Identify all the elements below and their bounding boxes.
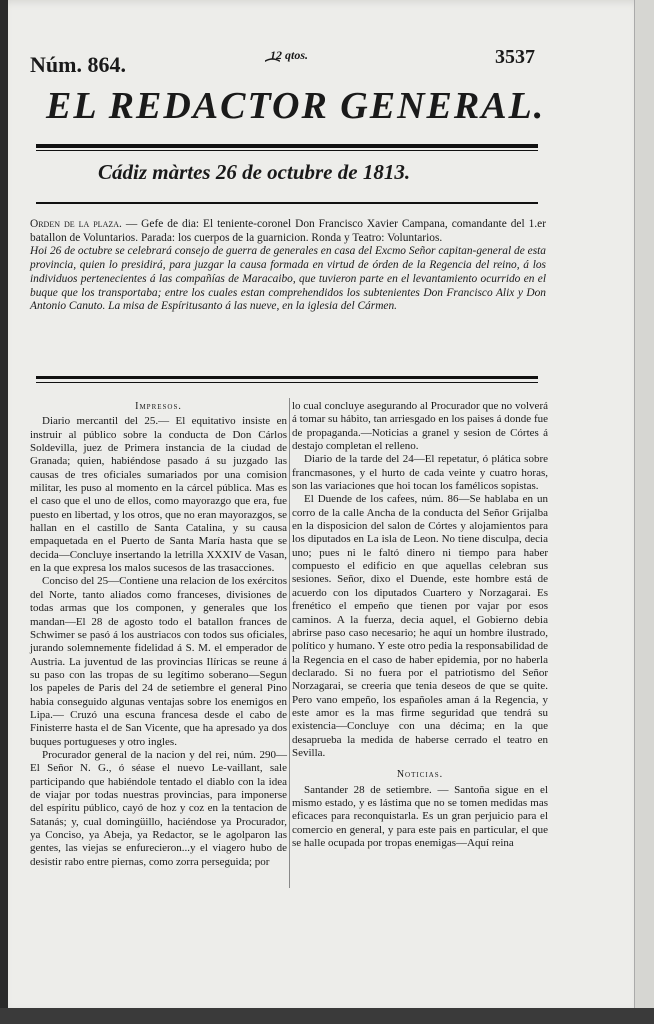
section-rule <box>36 376 538 379</box>
issue-number: Núm. 864. <box>30 52 126 77</box>
orden-de-la-plaza <box>30 218 546 314</box>
price: 12 qtos. <box>270 48 309 62</box>
left-column <box>30 400 287 869</box>
dateline: Cádiz màrtes 26 de octubre de 1813. <box>98 160 411 184</box>
article-diario-tarde: Diario de la tarde del 24—El repetatur, ó plática sobre francmasones, y el hurto de cada veinte y cuatro horas, son las variaciones que hoi tocan los famélicos sopistas. <box>292 453 548 493</box>
noticias-heading: Noticias. <box>396 769 444 781</box>
masthead-title: EL REDACTOR GENERAL. <box>46 85 546 127</box>
right-column <box>292 400 548 850</box>
masthead-rule-thin <box>36 150 538 151</box>
page-edge <box>634 0 654 1014</box>
page-number: 3537 <box>495 46 535 68</box>
masthead-rule <box>36 144 538 148</box>
article-duende: El Duende de los cafees, núm. 86—Se hablaba en un corro de la calle Ancha de la conducta del Señor Grijalba en la disposicion del salon de Córtes y alojamientos para los diputados en La isla de Leon. No tiene disculpa, decia uno; pues ni le faltó dinero ni tiempo para haber compuesto el edificio en que aquellas celebran sus sesiones. Señor, dixo el Duende, este hombre está de acuerdo con los diputados Cuartero y Norzagarai. Es frenético el empeño que tienen por vajar por esos caminos. A la fuerza, decia aquel, el Gobierno debia abrirse paso caso necesario; he aquí un hombre ilustrado, político y humano. Y este otro pedia la responsabilidad de la Regencia en el caso de haber epidemia, por no haberla declarado. Si no fuera por el patriotismo del Señor Norzagarai, se creeria que tenia deseos de que se quite. Pero vano empeño, los españoles aman á la Regencia, y este amor es la mas firme seguridad que tendrá su existencia—Concluye con una décima; en la que desaprueba la medida de haberse cerrado el teatro en Sevilla. <box>292 493 548 759</box>
newspaper-page <box>8 0 646 1014</box>
section-rule-thin <box>36 382 538 383</box>
article-procurador: Procurador general de la nacion y del rei, núm. 290—El Señor N. G., ó séase el nuevo Le-vaillant, sale participando que habiéndole tentado el diablo con la idea de viajar por todas nuestras provincias, para imponerse del espíritu público, cayó de hoz y coz en la tentacion de Satanás; y, cual domingüillo, haciéndose ya Procurador, ya Conciso, ya Abeja, ya Redactor, se le agolparon las gentes, las viejas se enfurecieron...y el viagero hubo de desistir rabo entre piernas, como zorra perseguida; por <box>30 748 287 868</box>
impresos-heading: Impresos. <box>135 401 182 412</box>
article-santander: Santander 28 de setiembre. — Santoña sigue en el mismo estado, y es lástima que no se tomen medidas mas eficaces para reconquistarla. Es un gran perjuicio para el comercio en general, y para este pais en particular, el que se halle ocupada por tropas enemigas—Aquí reina <box>292 783 548 849</box>
consejo-notice: Hoi 26 de octubre se celebrará consejo de guerra de generales en casa del Excmo Señor capitan-general de esta provincia, quien lo presidirá, para juzgar la causa formada en virtud de órden de la Regencia del reino, á los individuos pertenecientes á las compañías de Maracaibo, que tuvieron parte en el levantamiento ocurrido en el buque que los transportaba; entre los cuales estan comprehendidos los subtenientes Don Francisco Alix y Don Antonio Canuto. La misa de Espíritusanto á las nueve, en la iglesia del Cármen. <box>30 245 546 313</box>
scan-border <box>0 1008 654 1024</box>
article-continuation: lo cual concluye asegurando al Procurador que no volverá á tomar su hábito, tan arriesgado en los paises á donde fue de propaganda.—Noticias a granel y sesion de Córtes á destajo completan el relleno. <box>292 400 548 453</box>
article-conciso: Conciso del 25—Contiene una relacion de los exércitos del Norte, tanto aliados como franceses, divisiones de todas armas que los componen, y generales que los mandan—El 28 de agosto todo el batallon frances de Schwimer se pasó á los austriacos con todos sus oficiales, jurando solemnemente fidelidad á S. M. el emperador de Austria. La juventud de las provincias Ilíricas se reune á su paso con las tropas de su legítimo soberano—Segun los papeles de Paris del 24 de setiembre el general Pino habia conseguido algunas ventajas sobre los enemigos en Lipa.— Cruzó una escuna francesa desde el cabo de Finisterre hasta el de San Vicente, que ha apresado ya dos buques portugueses y otro ingles. <box>30 575 287 748</box>
price-flourish: ⁀ <box>266 60 279 77</box>
dateline-rule <box>36 202 538 204</box>
article-diario-mercantil: Diario mercantil del 25.— El equitativo insiste en instruir al público sobre la conducta de Don Cárlos Soldevilla, juez de Primera instancia de la ciudad de Granada; quien, habiéndose pasado á su juzgado las causas de tres oficiales sumariados por una comision militar, les puso al momento en la cárcel pública. Mas es el caso que el uno de ellos, como mayorazgo que era, fue puesto en libertad, y los otros, que no eran mayorazgos, se hallan en el castillo de Santa Catalina, y su causa empaquetada en el Puerto de Santa María hasta que se decida—Concluye insertando la letrilla XXXIV de Vasan, en la que expresa los malos sucesos de las trasacciones. <box>30 415 287 575</box>
column-divider <box>289 398 290 888</box>
orden-label: Orden de la plaza. <box>30 218 122 230</box>
orden-text: — Gefe de dia: El teniente-coronel Don Francisco Xavier Campana, comandante del 1.er batallon de Voluntarios. Parada: los cuerpos de la guarnicion. Ronda y Teatro: Voluntarios. <box>30 218 546 244</box>
